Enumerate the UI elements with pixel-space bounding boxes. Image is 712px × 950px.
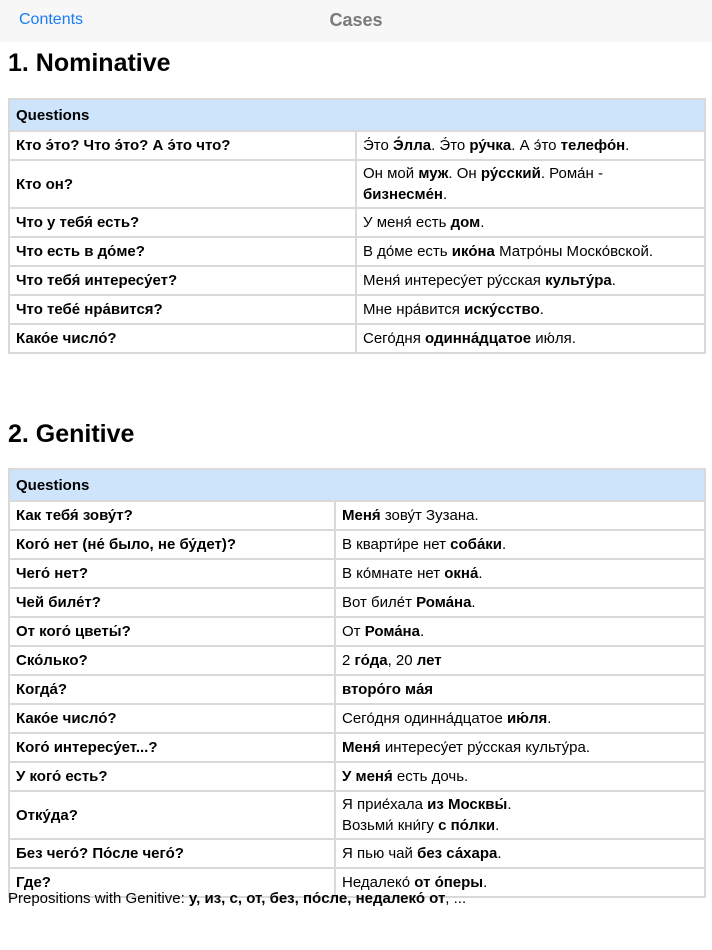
answer-keyword: дом [450, 214, 481, 231]
answer-keyword: без са́хара [417, 845, 498, 862]
answer-cell [335, 762, 705, 791]
question-cell: Чей биле́т? [9, 588, 335, 617]
answer-text: , 20 [387, 652, 417, 669]
answer-keyword: из Москвы́ [427, 796, 508, 813]
answer-cell [335, 791, 705, 839]
question-cell: Кто он? [9, 160, 356, 208]
navigation-bar [0, 0, 712, 42]
answer-cell [335, 839, 705, 868]
answer-keyword: Э́лла [393, 137, 432, 154]
answer-keyword: Рома́на [416, 594, 472, 611]
table-row [9, 324, 705, 353]
answer-text: . Э́то [431, 137, 470, 154]
answer-cell [335, 646, 705, 675]
table-row [9, 208, 705, 237]
answer-cell [335, 559, 705, 588]
answer-text: . [478, 565, 483, 582]
table-header-row [9, 99, 705, 131]
answer-text: Я прие́хала [342, 796, 428, 813]
question-cell: Ско́лько? [9, 646, 335, 675]
question-cell: Без чего́? По́сле чего́? [9, 839, 335, 868]
answer-text: . [625, 137, 630, 154]
answer-text: есть дочь. [392, 768, 469, 785]
answer-keyword: иску́сство [464, 301, 540, 318]
answer-text: . [539, 301, 544, 318]
answer-text: В до́ме есть [363, 243, 452, 260]
preposition-item: без [269, 890, 295, 907]
answer-text: Недалеко́ [342, 874, 415, 891]
answer-text: В кварти́ре нет [342, 536, 451, 553]
answer-cell [356, 266, 705, 295]
answer-text: Сего́дня [363, 330, 425, 347]
answer-text: Возьми́ кни́гу [342, 817, 439, 834]
table-row [9, 675, 705, 704]
answer-text: . [419, 623, 425, 640]
table-row [9, 530, 705, 559]
question-cell: Како́е число́? [9, 704, 335, 733]
table-row [9, 237, 705, 266]
page-title: Cases [329, 10, 383, 30]
answer-text: . Он [448, 165, 481, 182]
table-row [9, 791, 705, 839]
answer-text: . Рома́н - [540, 165, 603, 182]
question-cell: Что есть в до́ме? [9, 237, 356, 266]
question-cell: Кто э́то? Что э́то? А э́то что? [9, 131, 356, 160]
preposition-item: недалеко́ от [355, 890, 446, 907]
answer-cell [335, 733, 705, 762]
answer-cell [335, 501, 705, 530]
content-scroll-area[interactable] [0, 42, 712, 950]
section-title-nominative: 1. Nominative [8, 49, 171, 77]
question-cell: От кого́ цветы́? [9, 617, 335, 646]
table-row [9, 704, 705, 733]
answer-cell [335, 530, 705, 559]
answer-cell [356, 208, 705, 237]
question-cell: У кого́ есть? [9, 762, 335, 791]
answer-text: У меня́ есть [363, 214, 451, 231]
answer-text: . [547, 710, 552, 727]
answer-cell [335, 675, 705, 704]
preposition-item: с [229, 890, 238, 907]
answer-keyword: ию́ля [506, 710, 548, 727]
answer-keyword: одинна́дцатое [425, 330, 532, 347]
question-cell: Что тебе́ нра́вится? [9, 295, 356, 324]
answer-keyword: телефо́н [560, 137, 626, 154]
table-row [9, 559, 705, 588]
table-header-row [9, 469, 705, 501]
answer-text: . [483, 874, 488, 891]
question-cell: Как тебя́ зову́т? [9, 501, 335, 530]
table-row [9, 646, 705, 675]
answer-keyword: с по́лки [438, 817, 496, 834]
section-title-genitive: 2. Genitive [8, 420, 135, 448]
preposition-list: у, из, с, от, без, по́сле, недалеко́ от [188, 890, 446, 907]
table-row [9, 617, 705, 646]
table-row [9, 131, 705, 160]
answer-keyword: соба́ки [450, 536, 503, 553]
answer-text: Вот биле́т [342, 594, 417, 611]
answer-text: . А э́то [511, 137, 561, 154]
question-cell: Что у тебя́ есть? [9, 208, 356, 237]
table-header-questions: Questions [9, 469, 705, 501]
answer-keyword: ру́чка [469, 137, 512, 154]
answer-text: . [471, 594, 476, 611]
answer-keyword: Меня́ [342, 507, 381, 524]
answer-text: . [507, 796, 512, 813]
answer-text: . [611, 272, 616, 289]
answer-text: Меня́ интересу́ет ру́сская [363, 272, 546, 289]
answer-keyword: ико́на [451, 243, 495, 260]
answer-keyword: от о́перы [414, 874, 484, 891]
answer-keyword: го́да [354, 652, 388, 669]
table-row [9, 762, 705, 791]
answer-cell [356, 131, 705, 160]
table-row [9, 839, 705, 868]
answer-text: Мне нра́вится [363, 301, 465, 318]
question-cell: Кого́ интересу́ет...? [9, 733, 335, 762]
preposition-item: из [204, 890, 222, 907]
answer-text: От [342, 623, 365, 640]
answer-keyword: лет [416, 652, 442, 669]
answer-keyword: культу́ра [545, 272, 612, 289]
answer-text: . [480, 214, 485, 231]
answer-text: 2 [342, 652, 355, 669]
preposition-item: по́сле [302, 890, 348, 907]
answer-text: Э́то [363, 137, 393, 154]
answer-text: Сего́дня одинна́дцатое [342, 710, 507, 727]
answer-keyword: муж [418, 165, 449, 182]
question-cell: Где? [9, 868, 335, 897]
answer-text: . [502, 536, 507, 553]
table-row [9, 266, 705, 295]
answer-text: В ко́мнате нет [342, 565, 445, 582]
footnote-prefix: Prepositions with Genitive: [8, 890, 189, 907]
nominative-table [8, 98, 706, 354]
answer-cell [356, 160, 705, 208]
table-row [9, 588, 705, 617]
answer-keyword: бизнесме́н [363, 186, 443, 203]
preposition-item: у [188, 890, 197, 907]
answer-cell [356, 324, 705, 353]
answer-keyword: второ́го ма́я [342, 681, 434, 698]
footnote-suffix: , ... [445, 890, 467, 907]
answer-cell [356, 237, 705, 266]
question-cell: Когда́? [9, 675, 335, 704]
preposition-item: от [246, 890, 262, 907]
question-cell: Что тебя́ интересу́ет? [9, 266, 356, 295]
table-header-questions: Questions [9, 99, 705, 131]
question-cell: Кого́ нет (не́ было, не бу́дет)? [9, 530, 335, 559]
answer-keyword: Меня́ [342, 739, 381, 756]
contents-back-button[interactable]: Contents [19, 11, 84, 28]
question-cell: Чего́ нет? [9, 559, 335, 588]
genitive-prepositions-note [8, 890, 466, 907]
genitive-table [8, 468, 706, 898]
answer-text: интересу́ет ру́сская культу́ра. [380, 739, 590, 756]
answer-text: Матро́ны Моско́вской. [494, 243, 654, 260]
table-row [9, 160, 705, 208]
question-cell: Како́е число́? [9, 324, 356, 353]
answer-keyword: У меня́ [342, 768, 393, 785]
answer-keyword: ру́сский [480, 165, 541, 182]
table-row [9, 501, 705, 530]
answer-cell [335, 588, 705, 617]
answer-cell [356, 295, 705, 324]
answer-text: Он мой [363, 165, 419, 182]
answer-keyword: окна́ [444, 565, 479, 582]
answer-text: ию́ля. [531, 330, 576, 347]
question-cell: Отку́да? [9, 791, 335, 839]
answer-text: . [495, 817, 500, 834]
answer-text: . [443, 186, 448, 203]
answer-text: зову́т Зузана. [380, 507, 479, 524]
answer-cell [335, 617, 705, 646]
answer-keyword: Рома́на [364, 623, 420, 640]
table-row [9, 295, 705, 324]
answer-text: Я пью чай [342, 845, 418, 862]
answer-text: . [497, 845, 502, 862]
table-row [9, 733, 705, 762]
answer-cell [335, 704, 705, 733]
